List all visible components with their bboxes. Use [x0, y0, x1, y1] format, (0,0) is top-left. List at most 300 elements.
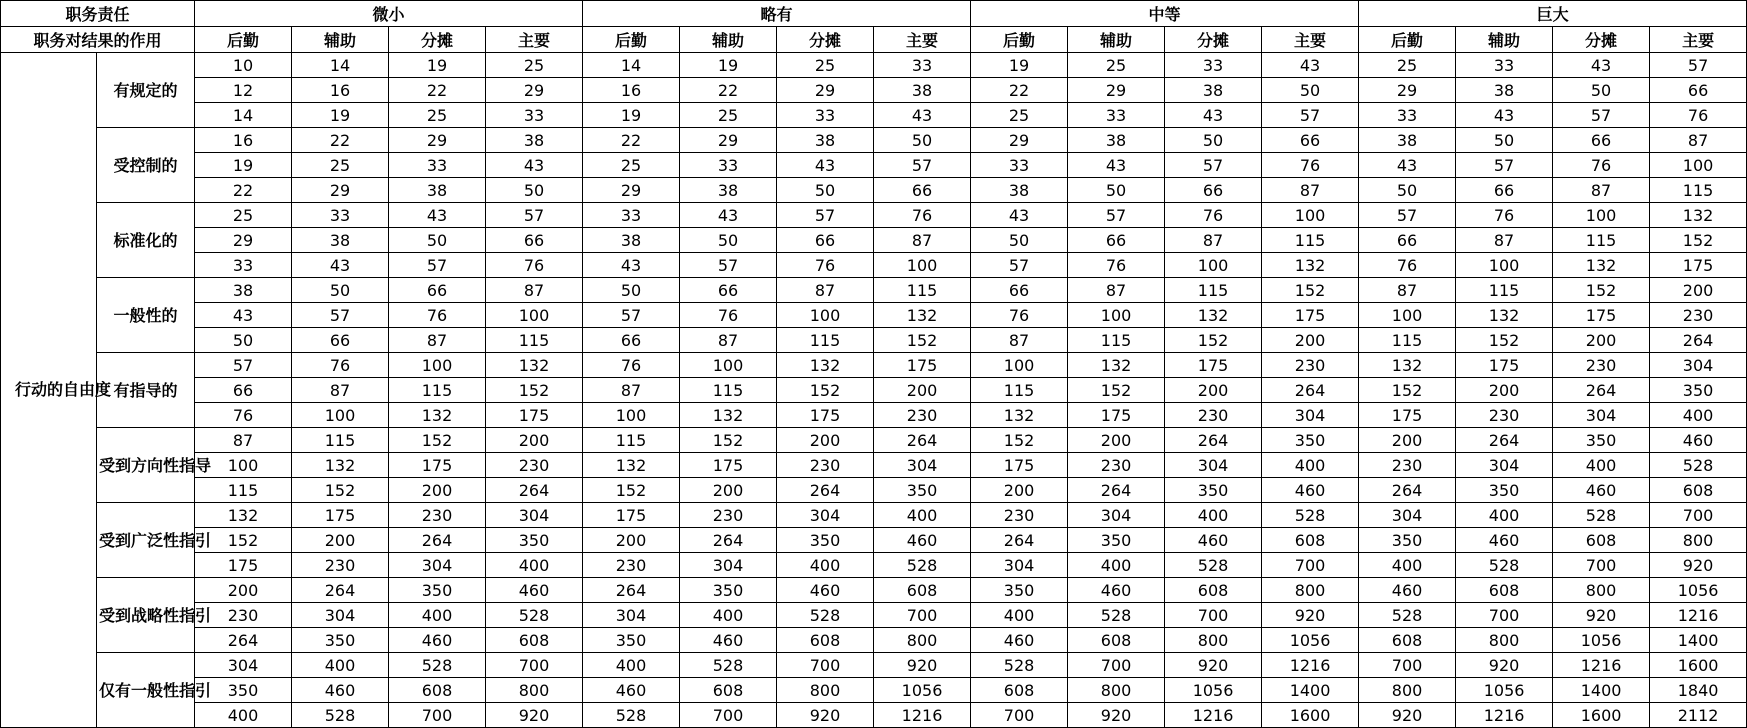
score-cell: 33 — [195, 253, 292, 278]
score-cell: 132 — [1553, 253, 1650, 278]
score-cell: 608 — [1262, 528, 1359, 553]
score-cell: 350 — [1068, 528, 1165, 553]
role-header: 分摊 — [1553, 27, 1650, 53]
score-cell: 22 — [195, 178, 292, 203]
score-cell: 66 — [292, 328, 389, 353]
score-cell: 230 — [1456, 403, 1553, 428]
score-cell: 152 — [1650, 228, 1747, 253]
score-cell: 16 — [195, 128, 292, 153]
score-cell: 76 — [583, 353, 680, 378]
score-cell: 175 — [680, 453, 777, 478]
score-cell: 400 — [874, 503, 971, 528]
score-cell: 175 — [777, 403, 874, 428]
score-cell: 304 — [777, 503, 874, 528]
score-cell: 200 — [1650, 278, 1747, 303]
score-cell: 57 — [292, 303, 389, 328]
score-cell: 304 — [1165, 453, 1262, 478]
score-cell: 100 — [1359, 303, 1456, 328]
score-cell: 700 — [777, 653, 874, 678]
score-cell: 152 — [389, 428, 486, 453]
score-cell: 100 — [971, 353, 1068, 378]
score-cell: 304 — [292, 603, 389, 628]
score-cell: 700 — [1165, 603, 1262, 628]
score-cell: 76 — [1553, 153, 1650, 178]
score-cell: 304 — [1456, 453, 1553, 478]
score-cell: 264 — [1262, 378, 1359, 403]
score-cell: 66 — [777, 228, 874, 253]
score-cell: 400 — [777, 553, 874, 578]
role-header: 主要 — [486, 27, 583, 53]
score-cell: 608 — [1650, 478, 1747, 503]
score-cell: 25 — [486, 53, 583, 78]
score-cell: 66 — [1456, 178, 1553, 203]
table-row — [1, 628, 1747, 653]
score-cell: 132 — [195, 503, 292, 528]
score-cell: 25 — [292, 153, 389, 178]
score-cell: 460 — [874, 528, 971, 553]
score-cell: 38 — [1165, 78, 1262, 103]
score-cell: 25 — [680, 103, 777, 128]
score-cell: 76 — [195, 403, 292, 428]
score-cell: 50 — [486, 178, 583, 203]
role-header: 主要 — [1650, 27, 1747, 53]
score-cell: 460 — [971, 628, 1068, 653]
score-cell: 132 — [1068, 353, 1165, 378]
score-cell: 608 — [1359, 628, 1456, 653]
score-cell: 800 — [1456, 628, 1553, 653]
score-cell: 230 — [195, 603, 292, 628]
score-cell: 87 — [292, 378, 389, 403]
score-cell: 33 — [389, 153, 486, 178]
score-cell: 100 — [389, 353, 486, 378]
score-cell: 350 — [389, 578, 486, 603]
score-cell: 100 — [195, 453, 292, 478]
score-cell: 33 — [1165, 53, 1262, 78]
score-cell: 460 — [389, 628, 486, 653]
score-cell: 115 — [486, 328, 583, 353]
score-cell: 38 — [777, 128, 874, 153]
table-row — [1, 653, 1747, 678]
score-cell: 200 — [1359, 428, 1456, 453]
score-cell: 264 — [1165, 428, 1262, 453]
score-cell: 43 — [389, 203, 486, 228]
score-cell: 264 — [195, 628, 292, 653]
score-cell: 29 — [971, 128, 1068, 153]
score-cell: 400 — [1165, 503, 1262, 528]
score-cell: 132 — [292, 453, 389, 478]
score-cell: 57 — [1165, 153, 1262, 178]
score-cell: 29 — [486, 78, 583, 103]
role-header: 分摊 — [389, 27, 486, 53]
table-row — [1, 403, 1747, 428]
score-cell: 200 — [292, 528, 389, 553]
score-cell: 76 — [1650, 103, 1747, 128]
role-header: 辅助 — [292, 27, 389, 53]
score-cell: 152 — [680, 428, 777, 453]
score-cell: 14 — [583, 53, 680, 78]
score-cell: 33 — [1359, 103, 1456, 128]
level-label: 受到战略性指引 — [97, 578, 195, 653]
score-cell: 132 — [680, 403, 777, 428]
score-cell: 76 — [486, 253, 583, 278]
score-cell: 800 — [1262, 578, 1359, 603]
score-cell: 175 — [971, 453, 1068, 478]
score-cell: 264 — [583, 578, 680, 603]
score-cell: 66 — [389, 278, 486, 303]
score-cell: 115 — [292, 428, 389, 453]
score-cell: 200 — [971, 478, 1068, 503]
score-cell: 43 — [1359, 153, 1456, 178]
table-row — [1, 603, 1747, 628]
score-cell: 22 — [583, 128, 680, 153]
score-cell: 76 — [292, 353, 389, 378]
score-cell: 100 — [292, 403, 389, 428]
score-cell: 22 — [389, 78, 486, 103]
score-cell: 200 — [583, 528, 680, 553]
score-cell: 33 — [292, 203, 389, 228]
score-cell: 304 — [1262, 403, 1359, 428]
score-cell: 132 — [486, 353, 583, 378]
score-cell: 400 — [486, 553, 583, 578]
score-cell: 264 — [1650, 328, 1747, 353]
score-cell: 100 — [680, 353, 777, 378]
score-cell: 460 — [1456, 528, 1553, 553]
score-cell: 132 — [1650, 203, 1747, 228]
score-cell: 25 — [1068, 53, 1165, 78]
score-cell: 66 — [1262, 128, 1359, 153]
role-header: 后勤 — [583, 27, 680, 53]
role-header: 分摊 — [777, 27, 874, 53]
score-cell: 608 — [680, 678, 777, 703]
score-cell: 608 — [1456, 578, 1553, 603]
score-cell: 528 — [971, 653, 1068, 678]
score-cell: 87 — [874, 228, 971, 253]
score-cell: 87 — [1359, 278, 1456, 303]
score-cell: 57 — [1650, 53, 1747, 78]
score-cell: 14 — [195, 103, 292, 128]
score-cell: 350 — [777, 528, 874, 553]
table-row — [1, 503, 1747, 528]
level-label: 标准化的 — [97, 203, 195, 278]
score-cell: 10 — [195, 53, 292, 78]
score-cell: 50 — [874, 128, 971, 153]
score-cell: 920 — [777, 703, 874, 728]
score-cell: 152 — [292, 478, 389, 503]
score-cell: 528 — [777, 603, 874, 628]
score-cell: 460 — [1359, 578, 1456, 603]
score-cell: 115 — [195, 478, 292, 503]
score-cell: 264 — [680, 528, 777, 553]
score-cell: 800 — [1553, 578, 1650, 603]
score-cell: 460 — [1068, 578, 1165, 603]
score-cell: 175 — [1553, 303, 1650, 328]
score-cell: 100 — [1165, 253, 1262, 278]
score-cell: 25 — [195, 203, 292, 228]
score-cell: 132 — [1165, 303, 1262, 328]
score-cell: 87 — [1165, 228, 1262, 253]
table-row — [1, 478, 1747, 503]
score-cell: 152 — [971, 428, 1068, 453]
table-row — [1, 678, 1747, 703]
score-cell: 132 — [1456, 303, 1553, 328]
table-row — [1, 128, 1747, 153]
score-cell: 57 — [486, 203, 583, 228]
score-cell: 1056 — [1553, 628, 1650, 653]
score-cell: 152 — [486, 378, 583, 403]
score-cell: 43 — [1068, 153, 1165, 178]
score-cell: 608 — [1165, 578, 1262, 603]
score-cell: 920 — [1165, 653, 1262, 678]
score-cell: 38 — [1068, 128, 1165, 153]
score-cell: 43 — [195, 303, 292, 328]
score-cell: 29 — [680, 128, 777, 153]
magnitude-header: 中等 — [971, 1, 1359, 27]
score-cell: 57 — [1456, 153, 1553, 178]
score-cell: 528 — [1165, 553, 1262, 578]
table-row — [1, 228, 1747, 253]
score-cell: 50 — [680, 228, 777, 253]
score-cell: 700 — [1456, 603, 1553, 628]
score-cell: 43 — [1553, 53, 1650, 78]
score-cell: 38 — [874, 78, 971, 103]
score-cell: 50 — [1359, 178, 1456, 203]
score-cell: 1216 — [1650, 603, 1747, 628]
score-cell: 115 — [874, 278, 971, 303]
score-cell: 175 — [874, 353, 971, 378]
level-label: 一般性的 — [97, 278, 195, 353]
score-cell: 66 — [680, 278, 777, 303]
score-cell: 608 — [1553, 528, 1650, 553]
score-cell: 115 — [680, 378, 777, 403]
score-cell: 264 — [292, 578, 389, 603]
score-cell: 264 — [486, 478, 583, 503]
score-cell: 50 — [1068, 178, 1165, 203]
score-cell: 200 — [1068, 428, 1165, 453]
score-cell: 304 — [1068, 503, 1165, 528]
score-cell: 43 — [680, 203, 777, 228]
score-cell: 304 — [195, 653, 292, 678]
score-cell: 200 — [486, 428, 583, 453]
score-cell: 87 — [680, 328, 777, 353]
table-row — [1, 353, 1747, 378]
score-cell: 700 — [389, 703, 486, 728]
score-cell: 528 — [1359, 603, 1456, 628]
score-cell: 264 — [1553, 378, 1650, 403]
score-cell: 33 — [1456, 53, 1553, 78]
score-cell: 230 — [486, 453, 583, 478]
score-cell: 700 — [1553, 553, 1650, 578]
score-cell: 700 — [486, 653, 583, 678]
score-cell: 87 — [486, 278, 583, 303]
score-cell: 33 — [777, 103, 874, 128]
score-cell: 66 — [971, 278, 1068, 303]
score-cell: 57 — [1359, 203, 1456, 228]
score-cell: 920 — [1553, 603, 1650, 628]
score-cell: 152 — [1456, 328, 1553, 353]
score-cell: 50 — [292, 278, 389, 303]
score-cell: 350 — [1165, 478, 1262, 503]
score-cell: 200 — [195, 578, 292, 603]
score-cell: 304 — [389, 553, 486, 578]
score-cell: 132 — [971, 403, 1068, 428]
score-cell: 100 — [1553, 203, 1650, 228]
score-cell: 400 — [1359, 553, 1456, 578]
score-cell: 33 — [583, 203, 680, 228]
score-cell: 175 — [583, 503, 680, 528]
score-cell: 175 — [1262, 303, 1359, 328]
score-cell: 25 — [389, 103, 486, 128]
score-cell: 66 — [1650, 78, 1747, 103]
score-cell: 175 — [1068, 403, 1165, 428]
score-cell: 800 — [1165, 628, 1262, 653]
score-cell: 43 — [486, 153, 583, 178]
score-cell: 1600 — [1650, 653, 1747, 678]
score-cell: 66 — [583, 328, 680, 353]
score-cell: 43 — [971, 203, 1068, 228]
score-cell: 22 — [292, 128, 389, 153]
score-cell: 66 — [195, 378, 292, 403]
score-cell: 304 — [1650, 353, 1747, 378]
score-cell: 38 — [292, 228, 389, 253]
score-cell: 264 — [1456, 428, 1553, 453]
score-cell: 700 — [1650, 503, 1747, 528]
score-cell: 152 — [1262, 278, 1359, 303]
score-cell: 50 — [777, 178, 874, 203]
score-cell: 100 — [874, 253, 971, 278]
score-cell: 608 — [777, 628, 874, 653]
score-cell: 304 — [1553, 403, 1650, 428]
score-cell: 608 — [874, 578, 971, 603]
score-cell: 33 — [874, 53, 971, 78]
score-cell: 175 — [195, 553, 292, 578]
score-cell: 200 — [389, 478, 486, 503]
score-cell: 152 — [195, 528, 292, 553]
score-cell: 100 — [1650, 153, 1747, 178]
score-cell: 1216 — [1165, 703, 1262, 728]
score-cell: 230 — [583, 553, 680, 578]
score-cell: 22 — [971, 78, 1068, 103]
score-cell: 115 — [583, 428, 680, 453]
score-cell: 57 — [195, 353, 292, 378]
score-cell: 132 — [583, 453, 680, 478]
score-cell: 460 — [1650, 428, 1747, 453]
score-cell: 350 — [1650, 378, 1747, 403]
score-cell: 115 — [1553, 228, 1650, 253]
score-cell: 800 — [486, 678, 583, 703]
score-cell: 1400 — [1262, 678, 1359, 703]
score-cell: 38 — [680, 178, 777, 203]
score-cell: 200 — [1456, 378, 1553, 403]
score-cell: 304 — [971, 553, 1068, 578]
score-cell: 87 — [1068, 278, 1165, 303]
score-cell: 87 — [583, 378, 680, 403]
score-cell: 66 — [1165, 178, 1262, 203]
score-cell: 19 — [389, 53, 486, 78]
score-cell: 38 — [1456, 78, 1553, 103]
score-cell: 66 — [1359, 228, 1456, 253]
role-header: 辅助 — [1456, 27, 1553, 53]
score-cell: 700 — [1068, 653, 1165, 678]
score-cell: 175 — [1456, 353, 1553, 378]
score-cell: 115 — [1650, 178, 1747, 203]
score-cell: 76 — [680, 303, 777, 328]
score-cell: 38 — [971, 178, 1068, 203]
table-body — [1, 53, 1747, 728]
score-cell: 100 — [777, 303, 874, 328]
score-cell: 38 — [486, 128, 583, 153]
score-cell: 528 — [1650, 453, 1747, 478]
score-cell: 19 — [583, 103, 680, 128]
score-cell: 1216 — [1456, 703, 1553, 728]
score-cell: 152 — [1553, 278, 1650, 303]
score-cell: 1600 — [1262, 703, 1359, 728]
score-cell: 200 — [874, 378, 971, 403]
score-cell: 400 — [1553, 453, 1650, 478]
score-cell: 230 — [389, 503, 486, 528]
score-cell: 920 — [1456, 653, 1553, 678]
score-cell: 29 — [1068, 78, 1165, 103]
score-cell: 57 — [1553, 103, 1650, 128]
score-cell: 700 — [1359, 653, 1456, 678]
score-cell: 528 — [680, 653, 777, 678]
score-cell: 528 — [1456, 553, 1553, 578]
score-cell: 19 — [971, 53, 1068, 78]
score-cell: 400 — [292, 653, 389, 678]
score-cell: 132 — [1262, 253, 1359, 278]
score-cell: 115 — [1262, 228, 1359, 253]
score-cell: 608 — [1068, 628, 1165, 653]
role-header: 后勤 — [971, 27, 1068, 53]
score-cell: 43 — [777, 153, 874, 178]
score-cell: 16 — [292, 78, 389, 103]
score-cell: 50 — [971, 228, 1068, 253]
score-cell: 87 — [971, 328, 1068, 353]
score-cell: 100 — [583, 403, 680, 428]
score-cell: 400 — [1068, 553, 1165, 578]
score-cell: 66 — [1553, 128, 1650, 153]
score-cell: 57 — [971, 253, 1068, 278]
score-cell: 460 — [1553, 478, 1650, 503]
table-row — [1, 553, 1747, 578]
score-cell: 175 — [1359, 403, 1456, 428]
score-cell: 400 — [1456, 503, 1553, 528]
score-cell: 115 — [971, 378, 1068, 403]
score-cell: 66 — [1068, 228, 1165, 253]
table-row — [1, 278, 1747, 303]
score-cell: 19 — [195, 153, 292, 178]
score-cell: 43 — [292, 253, 389, 278]
score-cell: 115 — [1165, 278, 1262, 303]
score-cell: 57 — [389, 253, 486, 278]
role-header-row — [1, 27, 1747, 53]
score-cell: 29 — [292, 178, 389, 203]
score-cell: 528 — [1068, 603, 1165, 628]
score-cell: 1400 — [1650, 628, 1747, 653]
score-cell: 38 — [389, 178, 486, 203]
score-cell: 50 — [1262, 78, 1359, 103]
score-cell: 25 — [1359, 53, 1456, 78]
score-cell: 800 — [1359, 678, 1456, 703]
score-cell: 230 — [1262, 353, 1359, 378]
table-row — [1, 453, 1747, 478]
score-cell: 50 — [583, 278, 680, 303]
score-cell: 29 — [1359, 78, 1456, 103]
score-cell: 350 — [874, 478, 971, 503]
score-cell: 2112 — [1650, 703, 1747, 728]
score-cell: 87 — [389, 328, 486, 353]
score-cell: 132 — [389, 403, 486, 428]
table-row — [1, 153, 1747, 178]
